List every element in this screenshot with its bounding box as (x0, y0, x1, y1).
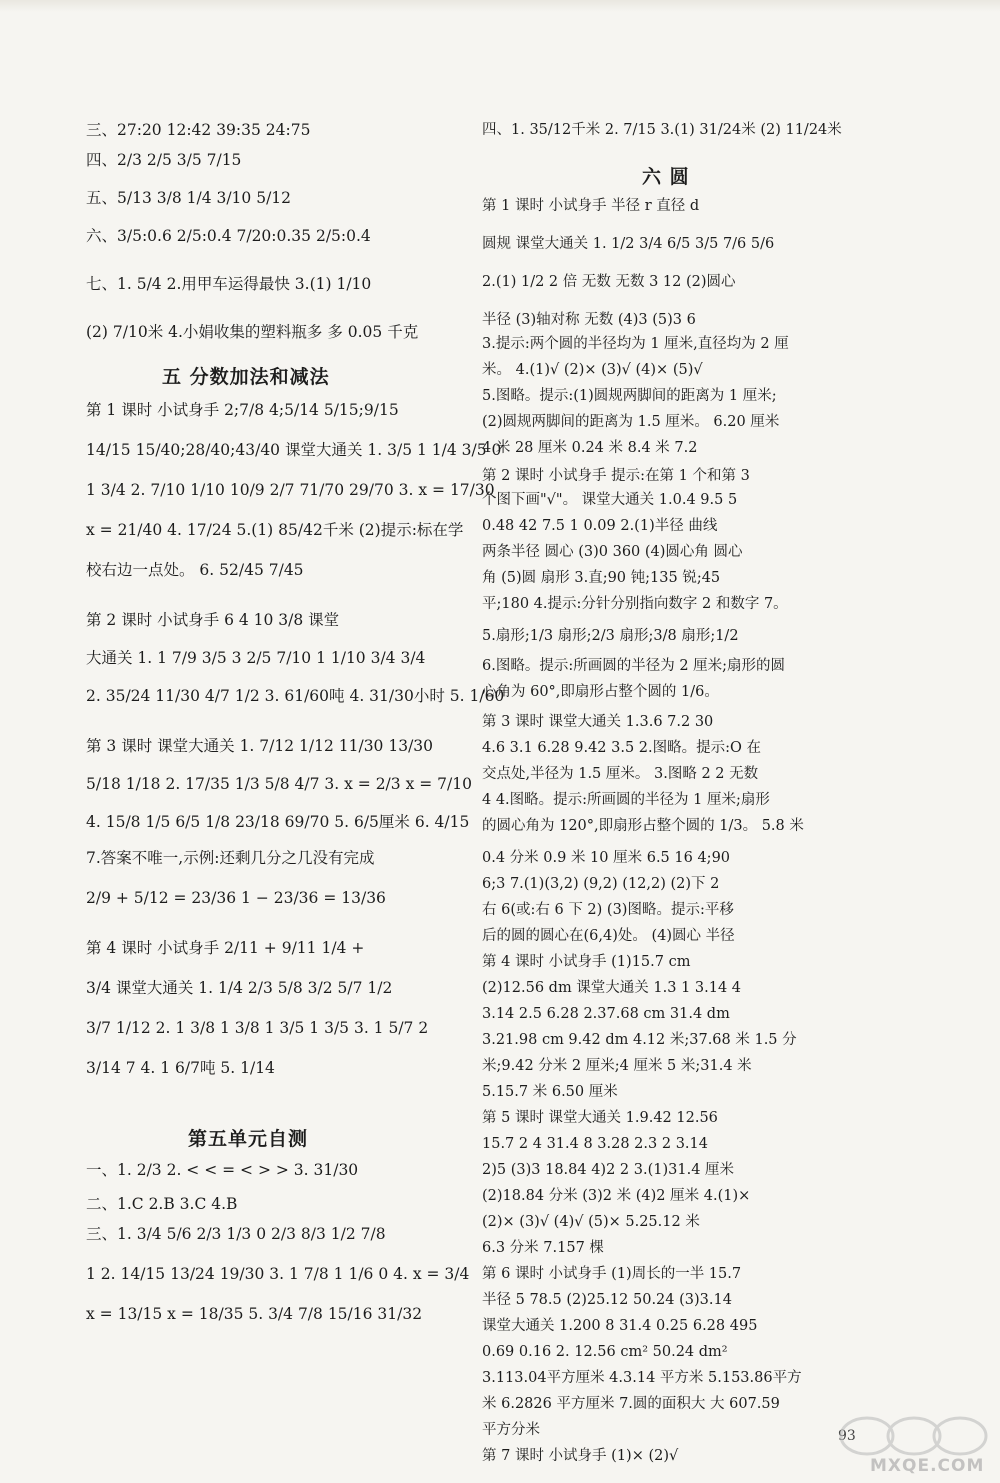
right-answer-line: 5.图略。提示:(1)圆规两脚间的距离为 1 厘米; (482, 388, 777, 404)
left-answer-line: 4. 15/8 1/5 6/5 1/8 23/18 69/70 5. 6/5厘米 6. 4/15 (86, 813, 470, 831)
right-answer-line: 四、1. 35/12千米 2. 7/15 3.(1) 31/24米 (2) 11/24米 (482, 122, 842, 138)
right-answer-line: 半径 5 78.5 (2)25.12 50.24 (3)3.14 (482, 1292, 732, 1308)
left-answer-line: 一、1. 2/3 2. < < = < > > 3. 31/30 (86, 1161, 359, 1179)
right-answer-line: 米;9.42 分米 2 厘米;4 厘米 5 米;31.4 米 (482, 1058, 752, 1074)
left-answer-line: 六、3/5:0.6 2/5:0.4 7/20:0.35 2/5:0.4 (86, 227, 371, 245)
right-answer-line: 4 4.图略。提示:所画圆的半径为 1 厘米;扇形 (482, 792, 770, 808)
right-answer-line: (2)12.56 dm 课堂大通关 1.3 1 3.14 4 (482, 980, 742, 996)
right-answer-line: 4.6 3.1 6.28 9.42 3.5 2.图略。提示:O 在 (482, 740, 762, 756)
right-answer-line: 15.7 2 4 31.4 8 3.28 2.3 2 3.14 (482, 1136, 708, 1152)
right-answer-line: 3.113.04平方厘米 4.3.14 平方米 5.153.86平方 (482, 1370, 802, 1386)
left-answer-line: 1 2. 14/15 13/24 19/30 3. 1 7/8 1 1/6 0 4. x = 3/4 (86, 1265, 470, 1283)
right-answer-line: 米。 4.(1)√ (2)× (3)√ (4)× (5)√ (482, 362, 703, 378)
page-number: 93 (838, 1428, 856, 1444)
right-answer-line: 课堂大通关 1.200 8 31.4 0.25 6.28 495 (482, 1318, 758, 1334)
left-answer-line: 三、1. 3/4 5/6 2/3 1/3 0 2/3 8/3 1/2 7/8 (86, 1225, 386, 1243)
watermark-text: MXQE.COM (870, 1456, 985, 1476)
right-answer-line: 第 7 课时 小试身手 (1)× (2)√ (482, 1448, 679, 1464)
right-answer-line: 圆规 课堂大通关 1. 1/2 3/4 6/5 3/5 7/6 5/6 (482, 236, 775, 252)
right-answer-line: 心角为 60°,即扇形占整个圆的 1/6。 (482, 684, 719, 700)
left-answer-line: 2/9 + 5/12 = 23/36 1 − 23/36 = 13/36 (86, 889, 386, 907)
left-answer-line: 第 1 课时 小试身手 2;7/8 4;5/14 5/15;9/15 (86, 401, 399, 419)
right-answer-line: 角 (5)圆 扇形 3.直;90 钝;135 锐;45 (482, 570, 721, 586)
right-answer-line: 5.扇形;1/3 扇形;2/3 扇形;3/8 扇形;1/2 (482, 628, 739, 644)
right-answer-line: 后的圆的圆心在(6,4)处。 (4)圆心 半径 (482, 928, 735, 944)
left-answer-line: 校右边一点处。 6. 52/45 7/45 (86, 561, 304, 579)
left-answer-line: x = 13/15 x = 18/35 5. 3/4 7/8 15/16 31/32 (86, 1305, 423, 1323)
right-answer-line: (2)圆规两脚间的距离为 1.5 厘米。 6.20 厘米 (482, 414, 780, 430)
right-answer-line: 米 6.2826 平方厘米 7.圆的面积大 大 607.59 (482, 1396, 780, 1412)
heading-unit-5: 五 分数加法和减法 (162, 366, 330, 388)
watermark (832, 1412, 992, 1478)
right-answer-line: (2)18.84 分米 (3)2 米 (4)2 厘米 4.(1)× (482, 1188, 751, 1204)
left-answer-line: 四、2/3 2/5 3/5 7/15 (86, 151, 242, 169)
left-answer-line: 三、27:20 12:42 39:35 24:75 (86, 121, 311, 139)
right-answer-line: 0.48 42 7.5 1 0.09 2.(1)半径 曲线 (482, 518, 718, 534)
right-answer-line: 3.14 2.5 6.28 2.37.68 cm 31.4 dm (482, 1006, 730, 1022)
left-answer-line: 14/15 15/40;28/40;43/40 课堂大通关 1. 3/5 1 1/4 3/5 0 (86, 441, 502, 459)
left-answer-line: 五、5/13 3/8 1/4 3/10 5/12 (86, 189, 292, 207)
watermark-logo-icon (832, 1412, 992, 1458)
left-answer-line: x = 21/40 4. 17/24 5.(1) 85/42千米 (2)提示:标在学 (86, 521, 464, 539)
right-answer-line: 6.图略。提示:所画圆的半径为 2 厘米;扇形的圆 (482, 658, 786, 674)
left-answer-line: 2. 35/24 11/30 4/7 1/2 3. 61/60吨 4. 31/30小时 5. 1/60 (86, 687, 505, 705)
left-answer-line: 1 3/4 2. 7/10 1/10 10/9 2/7 71/70 29/70 3. x = 17/30 (86, 481, 495, 499)
left-answer-line: 3/4 课堂大通关 1. 1/4 2/3 5/8 3/2 5/7 1/2 (86, 979, 393, 997)
right-answer-line: 第 4 课时 小试身手 (1)15.7 cm (482, 954, 691, 970)
right-answer-line: 平;180 4.提示:分针分别指向数字 2 和数字 7。 (482, 596, 788, 612)
right-answer-line: 右 6(或:右 6 下 2) (3)图略。提示:平移 (482, 902, 734, 918)
left-answer-line: 3/7 1/12 2. 1 3/8 1 3/8 1 3/5 1 3/5 3. 1 5/7 2 (86, 1019, 429, 1037)
right-answer-line: 6;3 7.(1)(3,2) (9,2) (12,2) (2)下 2 (482, 876, 720, 892)
left-answer-line: 3/14 7 4. 1 6/7吨 5. 1/14 (86, 1059, 275, 1077)
left-answer-line: 第 3 课时 课堂大通关 1. 7/12 1/12 11/30 13/30 (86, 737, 434, 755)
right-answer-line: 3.提示:两个圆的半径均为 1 厘米,直径均为 2 厘 (482, 336, 789, 352)
right-answer-line: 0.69 0.16 2. 12.56 cm² 50.24 dm² (482, 1344, 728, 1360)
right-answer-line: 第 3 课时 课堂大通关 1.3.6 7.2 30 (482, 714, 714, 730)
right-answer-line: 的圆心角为 120°,即扇形占整个圆的 1/3。 5.8 米 (482, 818, 804, 834)
right-answer-line: 6.3 分米 7.157 棵 (482, 1240, 604, 1256)
left-answer-line: 7.答案不唯一,示例:还剩几分之几没有完成 (86, 849, 375, 867)
right-answer-line: 4 米 28 厘米 0.24 米 8.4 米 7.2 (482, 440, 698, 456)
left-answer-line: (2) 7/10米 4.小娟收集的塑料瓶多 多 0.05 千克 (86, 323, 419, 341)
right-answer-line: 第 5 课时 课堂大通关 1.9.42 12.56 (482, 1110, 718, 1126)
heading-unit-6: 六 圆 (642, 166, 690, 188)
right-answer-line: 交点处,半径为 1.5 厘米。 3.图略 2 2 无数 (482, 766, 759, 782)
heading-unit-5-test: 第五单元自测 (188, 1128, 309, 1150)
right-answer-line: 第 6 课时 小试身手 (1)周长的一半 15.7 (482, 1266, 742, 1282)
scan-edge (0, 0, 1000, 12)
right-answer-line: 个图下画"√"。 课堂大通关 1.0.4 9.5 5 (482, 492, 738, 508)
left-answer-line: 大通关 1. 1 7/9 3/5 3 2/5 7/10 1 1/10 3/4 3/4 (86, 649, 426, 667)
left-answer-line: 七、1. 5/4 2.用甲车运得最快 3.(1) 1/10 (86, 275, 372, 293)
right-answer-line: 平方分米 (482, 1422, 540, 1438)
left-answer-line: 第 4 课时 小试身手 2/11 + 9/11 1/4 + (86, 939, 365, 957)
right-answer-line: 两条半径 圆心 (3)0 360 (4)圆心角 圆心 (482, 544, 743, 560)
right-answer-line: 3.21.98 cm 9.42 dm 4.12 米;37.68 米 1.5 分 (482, 1032, 797, 1048)
left-answer-line: 5/18 1/18 2. 17/35 1/3 5/8 4/7 3. x = 2/3 x = 7/10 (86, 775, 472, 793)
right-answer-line: 第 1 课时 小试身手 半径 r 直径 d (482, 198, 700, 214)
right-answer-line: 2)5 (3)3 18.84 4)2 2 3.(1)31.4 厘米 (482, 1162, 735, 1178)
right-answer-line: 0.4 分米 0.9 米 10 厘米 6.5 16 4;90 (482, 850, 731, 866)
left-answer-line: 二、1.C 2.B 3.C 4.B (86, 1195, 238, 1213)
right-answer-line: 半径 (3)轴对称 无数 (4)3 (5)3 6 (482, 312, 696, 328)
right-answer-line: 5.15.7 米 6.50 厘米 (482, 1084, 618, 1100)
right-answer-line: (2)× (3)√ (4)√ (5)× 5.25.12 米 (482, 1214, 700, 1230)
right-answer-line: 2.(1) 1/2 2 倍 无数 无数 3 12 (2)圆心 (482, 274, 736, 290)
right-answer-line: 第 2 课时 小试身手 提示:在第 1 个和第 3 (482, 468, 750, 484)
left-answer-line: 第 2 课时 小试身手 6 4 10 3/8 课堂 (86, 611, 340, 629)
